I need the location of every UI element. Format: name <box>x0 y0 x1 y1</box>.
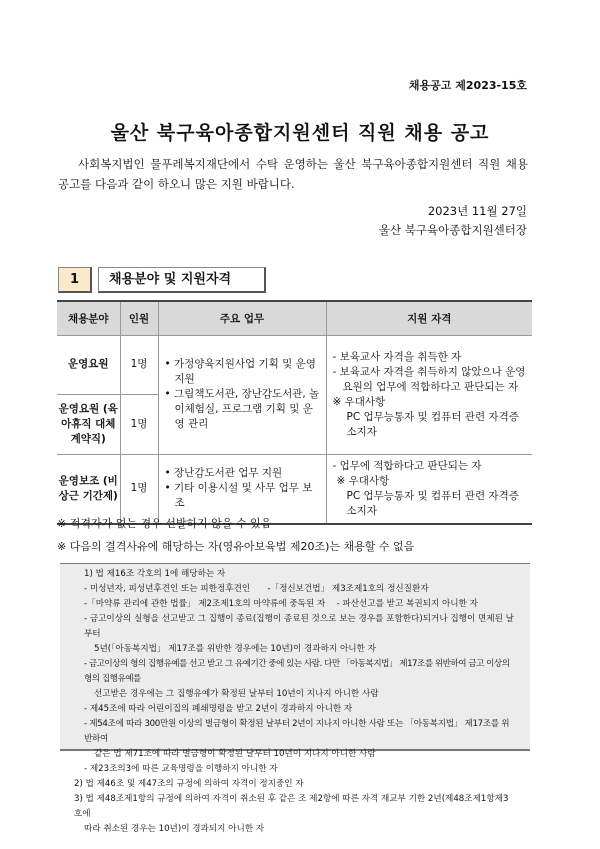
disqual-line: - 미성년자, 피성년후견인 또는 피한정후견인 -「정신보건법」 제3조제1호의 정신질환자 <box>84 584 429 594</box>
count-cell: 1명 <box>120 454 158 524</box>
disqual-line: - 금고이상의 형의 집행유예를 선고 받고 그 유예기간 중에 있는 사람. 다만 「아동복지법」 제17조를 위반하여 금고 이상의 형의 집행유예를 <box>84 659 510 684</box>
duties-cell <box>158 454 326 524</box>
disqual-line: 5년(「아동복지법」 제17조를 위반한 경우에는 10년)이 경과하지 아니한 자 <box>94 644 376 654</box>
qual-item: ※ 우대사항 <box>336 474 390 487</box>
disqual-line: - 제54조에 따라 300만원 이상의 벌금형이 확정된 날부터 2년이 지나지 아니한 사람 또는 「아동복지법」 제17조를 위반하여 <box>84 719 510 744</box>
disqual-line: 선고받은 경우에는 그 집행유예가 확정된 날부터 10년이 지나지 아니한 사람 <box>94 689 379 699</box>
qual-item: - 보육교사 자격을 취득하지 않았으나 운영요원의 업무에 적합하다고 판단되는 자 <box>332 365 526 393</box>
header-duties: 주요 업무 <box>158 301 326 335</box>
disqual-line: 2) 법 제46조 및 제47조의 규정에 의하여 자격이 정지중인 자 <box>74 779 304 789</box>
disqual-line: 따라 취소된 경우는 10년)이 경과되지 아니한 자 <box>84 824 265 834</box>
qual-item: ※ 우대사항 <box>332 395 386 408</box>
table-header <box>57 301 532 335</box>
duty-item: • 기타 이용시설 및 사무 업무 보조 <box>164 482 313 509</box>
qualifications-cell <box>326 454 532 524</box>
qual-item: PC 업무능통자 및 컴퓨터 관련 자격증 소지자 <box>346 489 519 517</box>
disqual-line: -「마약류 관리에 관한 법률」 제2조제1호의 마약류에 중독된 자 - 파산선고를 받고 복권되지 아니한 자 <box>84 599 478 609</box>
note: ※ 적격자가 없는 경우 선발하지 않을 수 있음 <box>57 517 272 530</box>
document-number: 채용공고 제2023-15호 <box>408 79 527 92</box>
count-cell: 1명 <box>120 335 158 394</box>
disqual-line: 3) 법 제48조제1항의 규정에 의하여 자격이 취소된 후 같은 조 제2항에 따른 자격 재교부 기한 2년(제48조제1항제3호에 <box>74 794 509 819</box>
field-cell: 운영보조 (비상근 기간제) <box>57 454 120 524</box>
issue-block <box>379 202 527 240</box>
qual-item: - 보육교사 자격을 취득한 자 <box>332 350 462 363</box>
disqualification-box <box>60 563 530 834</box>
count-cell: 1명 <box>120 394 158 454</box>
section-title: 채용분야 및 지원자격 <box>98 267 266 293</box>
qualifications-cell <box>326 335 532 454</box>
page-title: 울산 북구육아종합지원센터 직원 채용 공고 <box>110 122 490 144</box>
disqual-line: - 금고이상의 실형을 선고받고 그 집행이 종료(집행이 종료된 것으로 보는 경우를 포함한다)되거나 집행이 면제된 날부터 <box>84 614 514 639</box>
duties-cell <box>158 335 326 454</box>
issue-date: 2023년 11월 27일 <box>427 204 527 218</box>
field-cell: 운영요원 <box>57 335 120 394</box>
recruitment-table <box>57 300 532 525</box>
disqual-line: 같은 법 제71조에 따라 벌금형이 확정된 날부터 10년이 지나지 아니한 사람 <box>94 749 376 759</box>
disqual-line: - 제23조의3에 따른 교육명령을 이행하지 아니한 자 <box>84 764 278 774</box>
issuer: 울산 북구육아종합지원센터장 <box>378 223 527 237</box>
header-count: 인원 <box>120 301 158 335</box>
table-row <box>57 335 532 394</box>
disqual-line: 1) 법 제16조 각호의 1에 해당하는 자 <box>84 569 226 579</box>
duty-item: • 가정양육지원사업 기획 및 운영지원 <box>164 358 316 385</box>
qual-item: - 업무에 적합하다고 판단되는 자 <box>332 459 482 472</box>
intro-paragraph: 사회복지법인 물푸레복지재단에서 수탁 운영하는 울산 북구육아종합지원센터 직원 채용 공고를 다음과 같이 하오니 많은 지원 바랍니다. <box>58 157 528 191</box>
table-row <box>57 454 532 524</box>
note: ※ 다음의 결격사유에 해당하는 자(영유아보육법 제20조)는 채용할 수 없음 <box>57 540 415 553</box>
header-field: 채용분야 <box>57 301 120 335</box>
disqual-line: - 제45조에 따라 어린이집의 폐쇄명령을 받고 2년이 경과하지 아니한 자 <box>84 704 353 714</box>
duty-item: • 그림책도서관, 장난감도서관, 놀이체험실, 프로그램 기획 및 운영 관리 <box>164 388 320 430</box>
section-number: 1 <box>58 267 92 293</box>
field-cell: 운영요원 (육아휴직 대체 계약직) <box>57 394 120 454</box>
duty-item: • 장난감도서관 업무 지원 <box>164 467 283 479</box>
header-qualifications: 지원 자격 <box>326 301 532 335</box>
qual-item: PC 업무능통자 및 컴퓨터 관련 자격증 소지자 <box>346 410 519 438</box>
